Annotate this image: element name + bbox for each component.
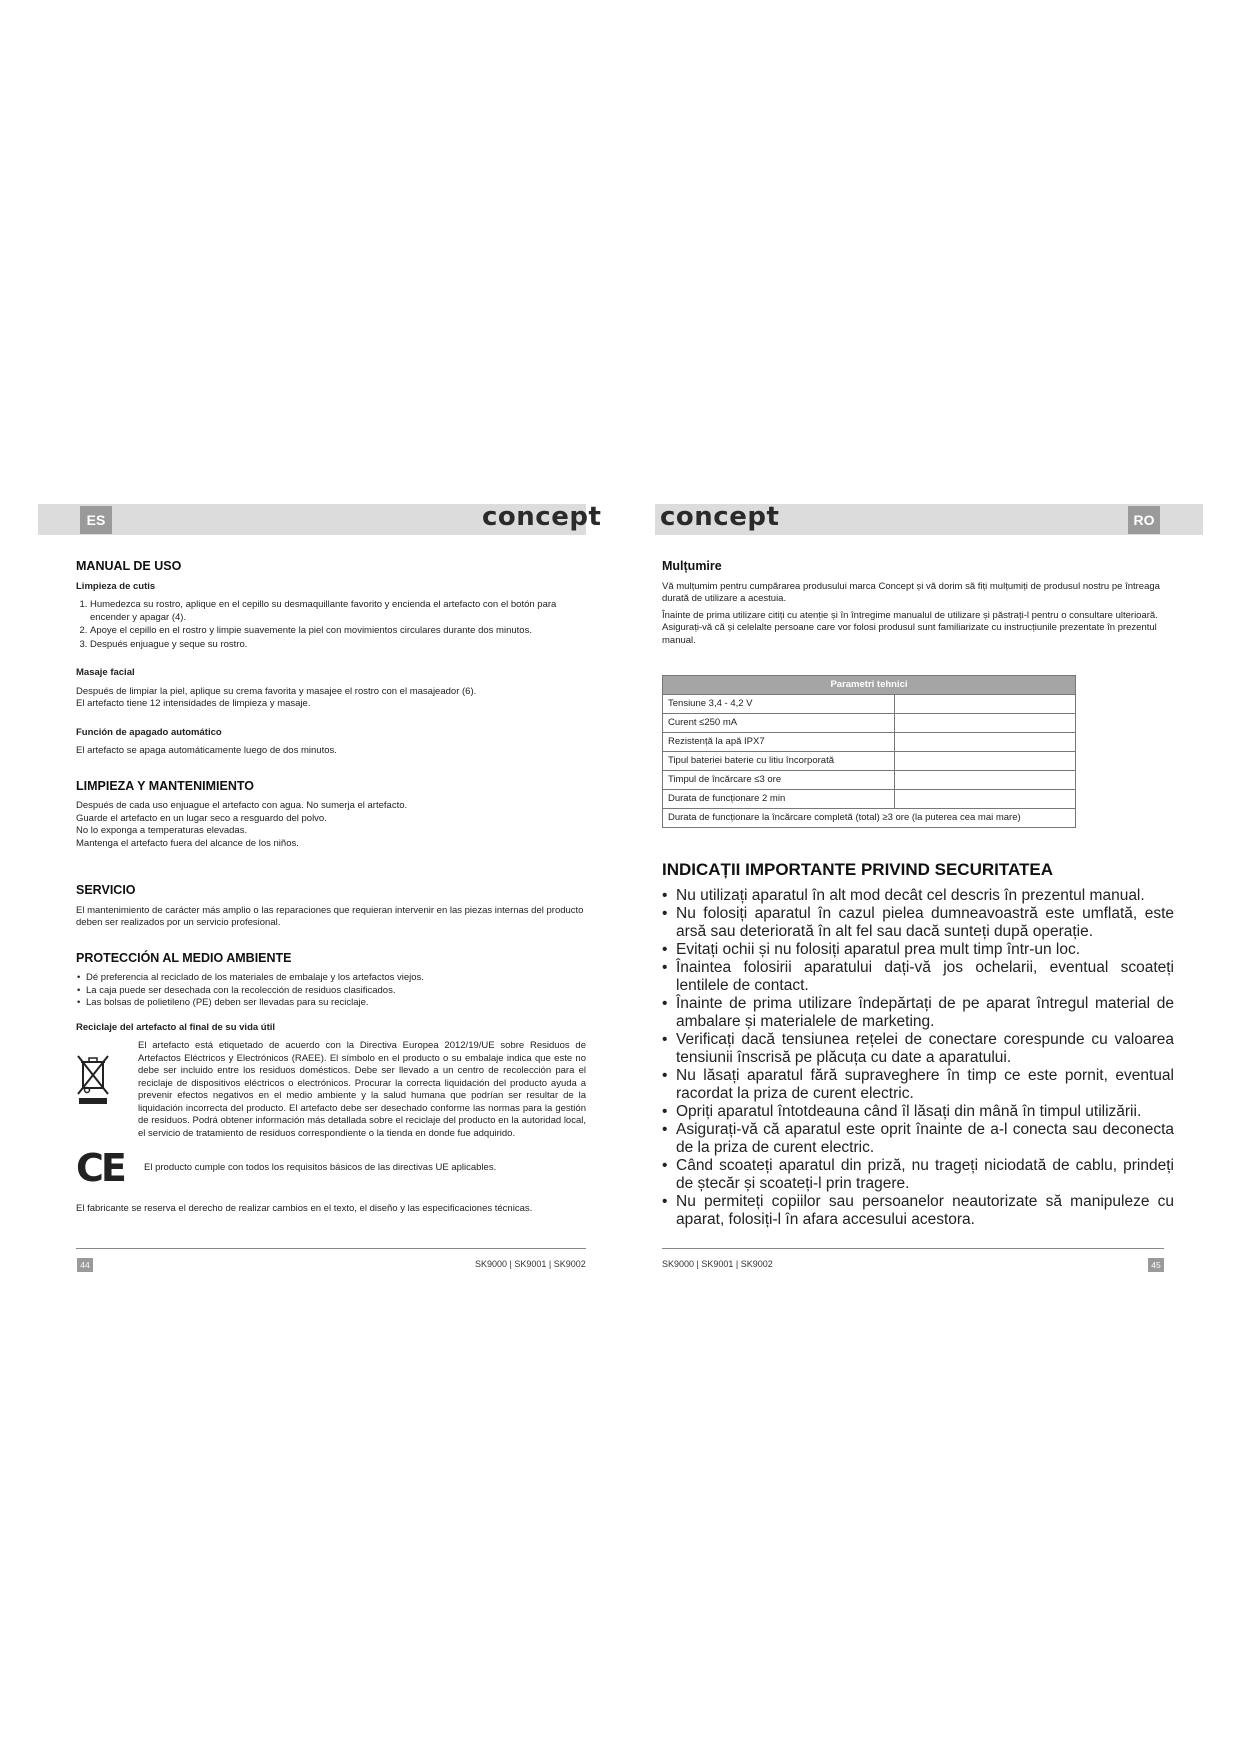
- environment-item: • Dé preferencia al reciclado de los materiales de embalaje y los artefactos viejos.: [86, 972, 586, 985]
- left-page: [76, 560, 586, 1219]
- ce-mark-icon: CE: [76, 1146, 124, 1190]
- page-number-left: 44: [77, 1258, 93, 1272]
- brand-logo-left: concept: [482, 502, 602, 532]
- table-row: [663, 771, 1076, 790]
- thanks-line: Vă mulțumim pentru cumpărarea produsului marca Concept și vă dorim să fiți mulțumiți de produsul nostru pe întreaga durată de utilizare a acestuia.: [662, 580, 1160, 604]
- safety-item: • Evitați ochii și nu folosiți aparatul prea mult timp într-un loc.: [676, 941, 1174, 959]
- ce-block: [76, 1146, 586, 1190]
- manual-section: [76, 560, 586, 651]
- autooff-text: El artefacto se apaga automáticamente luego de dos minutos.: [76, 745, 337, 756]
- environment-item: • Las bolsas de polietileno (PE) deben ser llevadas para su reciclaje.: [86, 997, 586, 1010]
- table-cell: Durata de funcționare 2 min: [663, 790, 895, 809]
- safety-item: • Nu folosiți aparatul în cazul pielea dumneavoastră este umflată, este arsă sau deteriorată în alt fel sau dacă sunteți după operație.: [676, 905, 1174, 941]
- weee-bin-icon: [76, 1040, 124, 1144]
- maintenance-line: Mantenga el artefacto fuera del alcance de los niños.: [76, 837, 299, 849]
- models-right: SK9000 | SK9001 | SK9002: [662, 1259, 773, 1269]
- cleaning-step: 3. Después enjuague y seque su rostro.: [90, 639, 586, 652]
- safety-list: [662, 887, 1174, 1229]
- cleaning-title: Limpieza de cutis: [76, 580, 156, 592]
- autooff-title: Función de apagado automático: [76, 726, 222, 738]
- environment-list: [76, 972, 586, 1010]
- footer-rule-left: [76, 1248, 586, 1249]
- table-row: [663, 733, 1076, 752]
- thanks-title: Mulțumire: [662, 559, 722, 573]
- massage-line: El artefacto tiene 12 intensidades de limpieza y masaje.: [76, 698, 311, 709]
- maintenance-title: LIMPIEZA Y MANTENIMIENTO: [76, 778, 255, 793]
- safety-item: • Nu utilizați aparatul în alt mod decât cel descris în prezentul manual.: [676, 887, 1174, 905]
- table-cell: Tipul bateriei baterie cu litiu încorporată: [663, 752, 895, 771]
- safety-title: INDICAȚII IMPORTANTE PRIVIND SECURITATEA: [662, 860, 1053, 879]
- service-section: [76, 884, 586, 930]
- table-cell: Tensiune 3,4 - 4,2 V: [663, 695, 895, 714]
- environment-section: [76, 952, 586, 1010]
- maintenance-line: Después de cada uso enjuague el artefacto con agua. No sumerja el artefacto.: [76, 800, 408, 811]
- safety-item: • Când scoateți aparatul din priză, nu trageți niciodată de cablu, prindeți de ștecăr și scoateți-l prin tragere.: [676, 1157, 1174, 1193]
- table-cell: Rezistență la apă IPX7: [663, 733, 895, 752]
- language-badge-es: ES: [80, 506, 112, 534]
- autooff-section: [76, 727, 586, 758]
- tech-params-header: Parametri tehnici: [663, 676, 1076, 695]
- thanks-line: Înainte de prima utilizare citiți cu atenție și în întregime manualul de utilizare și păstrați-l pentru o consultare ulterioară. Asigurați-vă că și celelalte persoane care vor folosi produsul sunt familiarizate cu instrucțiunile prezentate în prezentul manual.: [662, 609, 1158, 646]
- massage-section: [76, 667, 586, 711]
- environment-item: • La caja puede ser desechada con la recolección de residuos clasificados.: [86, 985, 586, 998]
- safety-section: [662, 860, 1174, 1229]
- service-text: El mantenimiento de carácter más amplio o las reparaciones que requieran intervenir en las piezas internas del producto deben ser realizados por un servicio profesional.: [76, 904, 584, 928]
- cleaning-step: 1. Humedezca su rostro, aplique en el cepillo su desmaquillante favorito y encienda el artefacto con el botón para encender y apagar (4).: [90, 599, 586, 624]
- safety-item: • Înainte de prima utilizare îndepărtați de pe aparat întregul material de ambalare și materialele de marketing.: [676, 995, 1174, 1031]
- recycle-text: El artefacto está etiquetado de acuerdo con la Directiva Europea 2012/19/UE sobre Residuos de Artefactos Eléctricos y Electrónicos (RAEE). El símbolo en el producto o su embalaje indica que este no debe ser incluido entre los residuos domésticos. Debe ser llevado a un centro de recolección para el reciclaje de dispositivos eléctricos o electrónicos. Procurar la correcta liquidación del producto ayuda a prevenir efectos negativos en el medio ambiente y la salud humana que podrían ser resultar de la liquidación incorrecta del producto. El artefacto debe ser desechado conforme las normas para la gestión de residuos. Podrá obtener información más detallada sobre el reciclaje del producto en la autoridad local, el servicio de tratamiento de residuos correspondiente o la tienda en donde fue adquirido.: [138, 1040, 586, 1139]
- massage-title: Masaje facial: [76, 667, 135, 678]
- table-row: [663, 809, 1076, 828]
- table-row: [663, 714, 1076, 733]
- massage-line: Después de limpiar la piel, aplique su crema favorita y masajee el rostro con el masajeador (6).: [76, 685, 477, 697]
- table-cell: Durata de funcționare la încărcare completă (total) ≥3 ore (la puterea cea mai mare): [663, 809, 1076, 828]
- safety-item: • Asigurați-vă că aparatul este oprit înainte de a-l conecta sau deconecta de la priza de curent electric.: [676, 1121, 1174, 1157]
- maintenance-line: No lo exponga a temperaturas elevadas.: [76, 825, 248, 836]
- right-page: [662, 560, 1174, 1229]
- cleaning-step: 2. Apoye el cepillo en el rostro y limpie suavemente la piel con movimientos circulares durante dos minutos.: [90, 625, 586, 638]
- table-row: [663, 695, 1076, 714]
- table-row: [663, 752, 1076, 771]
- table-cell: Curent ≤250 mA: [663, 714, 895, 733]
- safety-item: • Nu lăsați aparatul fără supraveghere în timp ce este pornit, eventual racordat la priza de curent electric.: [676, 1067, 1174, 1103]
- table-row: [663, 790, 1076, 809]
- manual-title: MANUAL DE USO: [76, 559, 182, 573]
- brand-logo-right: concept: [660, 502, 780, 532]
- safety-item: • Verificați dacă tensiunea rețelei de conectare corespunde cu valoarea tensiunii înscrisă pe plăcuța cu date a aparatului.: [676, 1031, 1174, 1067]
- table-cell: Timpul de încărcare ≤3 ore: [663, 771, 895, 790]
- cleaning-steps: [76, 599, 586, 651]
- recycle-title: Reciclaje del artefacto al final de su vida útil: [76, 1021, 276, 1033]
- ce-text: El producto cumple con todos los requisitos básicos de las directivas UE aplicables.: [144, 1162, 497, 1173]
- models-left: SK9000 | SK9001 | SK9002: [475, 1259, 586, 1269]
- page-number-right: 45: [1148, 1258, 1164, 1272]
- weee-block: [76, 1040, 586, 1144]
- maintenance-section: [76, 780, 586, 851]
- service-title: SERVICIO: [76, 883, 136, 897]
- disclaimer: El fabricante se reserva el derecho de realizar cambios en el texto, el diseño y las especificaciones técnicas.: [76, 1202, 533, 1214]
- safety-item: • Înaintea folosirii aparatului dați-vă jos ochelarii, eventual scoateți lentilele de contact.: [676, 959, 1174, 995]
- safety-item: • Opriți aparatul întotdeauna când îl lăsați din mână în timpul utilizării.: [676, 1103, 1174, 1121]
- footer-rule-right: [662, 1248, 1164, 1249]
- tech-params-table: [662, 675, 1076, 828]
- maintenance-line: Guarde el artefacto en un lugar seco a resguardo del polvo.: [76, 812, 327, 824]
- language-badge-ro: RO: [1128, 506, 1160, 534]
- safety-item: • Nu permiteți copiilor sau persoanelor neautorizate să manipuleze cu aparat, folosiți-l în afara accesului acestora.: [676, 1193, 1174, 1229]
- environment-title: PROTECCIÓN AL MEDIO AMBIENTE: [76, 950, 292, 965]
